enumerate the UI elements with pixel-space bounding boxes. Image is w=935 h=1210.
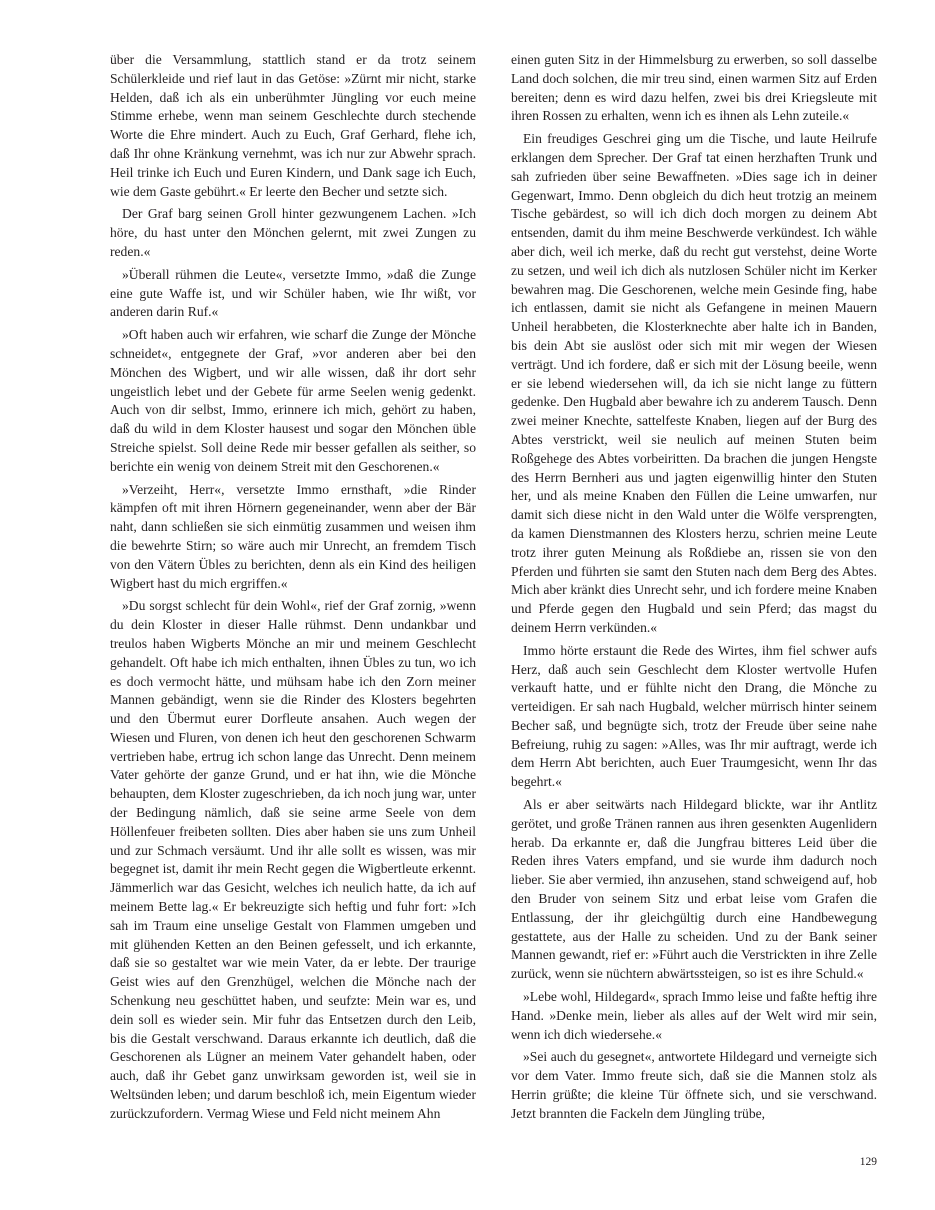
paragraph: über die Versammlung, stattlich stand er da trotz seinem Schülerkleide und rief laut in das Getöse: »Zürnt mir nicht, starke Helden, daß ich als ein unberühmter Jüngling vor euch meine Stimme erhebe, wenn man seinem Geschlechte durch stechende Worte die Ehre mindert. Auch zu Euch, Graf Gerhard, flehe ich, daß Ihr ohne Kränkung vernehmt, was ich nur zur Abwehr sprach. Heil trinke ich Euch und Euren Kindern, und Dank sage ich Euch, wie dem Gaste gebührt.« Er leerte den Becher und setzte sich.	[110, 52, 476, 199]
page-number: 129	[859, 1156, 877, 1168]
paragraph: »Überall rühmen die Leute«, versetzte Immo, »daß die Zunge eine gute Waffe ist, und wir Schüler haben, wie Ihr wißt, vor anderen darin Ruf.«	[110, 266, 476, 320]
paragraph: Der Graf barg seinen Groll hinter gezwungenem Lachen. »Ich höre, du hast unter den Mönchen gelernt, mit zwei Zungen zu reden.«	[110, 206, 476, 259]
paragraph: »Sei auch du gesegnet«, antwortete Hildegard und verneigte sich vor dem Vater. Immo freute sich, daß sie die Mannen stolz als Herrin grüßte; die kleine Tür öffnete sich, und sie verschwand. Jetzt brannten die Fackeln dem Jüngling trübe,	[511, 1049, 877, 1121]
paragraph: »Oft haben auch wir erfahren, wie scharf die Zunge der Mönche schneidet«, entgegnete der Graf, »vor anderen aber bei den Mönchen des Wigbert, und wir alle wissen, daß ihr dort sehr ungeistlich lebet und der Gebete für arme Seelen wenig gedenkt. Auch von dir selbst, Immo, erinnere ich mich, gehört zu haben, daß du wild in dem Kloster hausest und sogar den Mönchen üble Streiche spielst. Soll deine Rede mir besser gefallen als seither, so berichte ein wenig von deinem Streit mit den Geschorenen.«	[110, 327, 476, 474]
paragraph: einen guten Sitz in der Himmelsburg zu erwerben, so soll dasselbe Land doch solchen, die mir treu sind, einen warmen Sitz auf Erden bereiten; denn es wird dazu helfen, zwei bis drei Kriegsleute mit ihren Rossen zu erhalten, wenn ich es ihnen als Lehn zuteile.«	[511, 52, 877, 124]
paragraph: »Verzeiht, Herr«, versetzte Immo ernsthaft, »die Rinder kämpfen oft mit ihren Hörnern gegeneinander, wenn aber der Bär naht, dann schließen sie sich einmütig zusammen und weisen ihm die bewehrte Stirn; so wäre auch mir Unrecht, an fremdem Tisch von den Vätern Übles zu berichten, denn als ein Kind des heiligen Wigbert hast du mich ergriffen.«	[110, 481, 476, 591]
paragraph: »Lebe wohl, Hildegard«, sprach Immo leise und faßte heftig ihre Hand. »Denke mein, lieber als alles auf der Welt wird mir sein, wenn ich dich wiedersehe.«	[511, 989, 877, 1042]
right-text-column	[511, 51, 877, 1124]
left-text-column	[110, 51, 476, 1124]
paragraph: »Du sorgst schlecht für dein Wohl«, rief der Graf zornig, »wenn du dein Kloster in dieser Halle rühmst. Denn undankbar und treulos haben Wigberts Mönche an mir und meinem Geschlecht gehandelt. Oft habe ich mich enthalten, ihnen Übles zu tun, wo ich es doch vermocht hätte, und mühsam habe ich den Zorn meiner Mannen gebändigt, wenn sie die Rinder des Klosters begehrten und den Übermut eurer Dorfleute ansahen. Auch wegen der Wiesen und Fluren, von denen ich heut den geschorenen Schwarm vertrieben habe, ertrug ich schon lange das Unrecht. Denn meinem Vater gehörte der ganze Grund, und er hat ihn, wie die Mönche behaupten, dem Kloster zugeschrieben, da ich noch jung war, unter der Bedingung nämlich, daß sie seine arme Seele von dem Höllenfeuer freibeten sollten. Dies aber haben sie uns zum Unheil und zur Schmach versäumt. Und ihr alle sollt es wissen, was mir begegnet ist, damit ihr mein Recht gegen die Wigbertleute erkennt. Jämmerlich war das Gesicht, welches ich neulich hatte, da ich auf meinem Bette lag.« Er bekreuzigte sich heftig und fuhr fort: »Ich sah im Traum eine unselige Gestalt von Flammen umgeben und mit glühenden Ketten an den Beinen gefesselt, und ich erkannte, daß sie so gestaltet war wie mein Vater, da er lebte. Der traurige Geist wies auf den Grenzhügel, welchen die Mönche nach der Schenkung neu geschüttet haben, und seufzte: Mein war es, und dein soll es wieder sein. Mir fuhr das Entsetzen durch den Leib, bis die Gestalt verschwand. Daraus erkannte ich deutlich, daß die Geschorenen als Lügner an meinem Vater gehandelt haben, oder auch, daß ihr Gebet ganz unwirksam geworden ist, weil sie in Weltsünden leben; und darum beschloß ich, mein Eigentum wieder zurückzufordern. Vermag Wiese und Feld nicht meinem Ahn	[110, 598, 476, 1121]
paragraph: Ein freudiges Geschrei ging um die Tische, und laute Heilrufe erklangen dem Sprecher. Der Graf tat einen herzhaften Trunk und sah zufrieden über seine Bewaffneten. »Dies sage ich in deiner Gegenwart, Immo. Denn obgleich du dich heut trotzig an meinem Tische gebärdest, so will ich dich doch morgen zu deinem Abt entsenden, damit du ihm meine Beschwerde verkündest. Ich wähle aber dich, weil ich merke, daß du recht gut verstehst, deine Worte zu setzen, und weil ich dich als nutzlosen Schüler nicht im Kerker bewahren mag. Die Geschorenen, welche mein Gesinde fing, habe ich entlassen, damit sie nicht als Gefangene in meinen Mauern Unheil herabbeten, die Klosterknechte aber halte ich in Banden, bis dein Abt sie auslöst oder sich mit mir wegen der Wiesen verträgt. Und ich fordere, daß er sich mit der Lösung beeile, wenn er sie lebend wiedersehen will, da ich sie nicht lange zu füttern gedenke. Den Hugbald aber bewahre ich zu anderem Tausch. Denn zwei meiner Knechte, sattelfeste Knaben, liegen auf der Burg des Abtes verstrickt, weil sie neulich auf meinen Stuten beim Roßgehege des Abtes vorbeiritten. Da brachen die jungen Hengste des Herrn Bernheri aus und jagten eigenwillig hinter den Stuten her, und als meine Knaben den Füllen die Leine umwarfen, nur damit sich diese nicht in den Wald unter die Wölfe versprengten, da kamen Dienstmannen des Klosters herzu, schrien meine Leute trotz ihrer guten Meinung als Roßdiebe an, rissen sie von den Pferden und führten sie samt den Stuten nach dem Berg des Abtes. Mich aber kränkt dies Unrecht sehr, und ich fordere meine Knaben und Pferde gegen den Hugbald und sein Pferd; das magst du deinem Herrn verkünden.«	[511, 131, 877, 635]
paragraph: Als er aber seitwärts nach Hildegard blickte, war ihr Antlitz gerötet, und große Tränen rannen aus ihren gesenkten Augenlidern herab. Da erkannte er, daß die Jungfrau bitteres Leid über die Reden ihres Vaters empfand, und sie wurde ihm dadurch noch lieber. Sie aber vermied, ihn anzusehen, stand schweigend auf, hob den Bruder von seinem Sitz und erbat leise vom Grafen die Entlassung, der ihr gleichgültig durch eine Handbewegung gestattete, aus der Halle zu scheiden. Und zu der Bank seiner Mannen gewandt, rief er: »Führt auch die Verstrickten in ihre Zelle zurück, wenn sie nüchtern abwärtssteigen, so ist es ihre Schuld.«	[511, 797, 877, 982]
paragraph: Immo hörte erstaunt die Rede des Wirtes, ihm fiel schwer aufs Herz, daß auch sein Geschlecht dem Kloster wertvolle Hufen verkauft hatte, und er fühlte nicht den Drang, die Mönche zu verteidigen. Er sah nach Hugbald, welcher mürrisch hinter seinem Becher saß, und begnügte sich, trotz der Freude über seine nahe Befreiung, ruhig zu sagen: »Alles, was Ihr mir auftragt, werde ich dem Herrn Abt berichten, auch Euer Traumgesicht, wenn Ihr das begehrt.«	[511, 642, 877, 790]
